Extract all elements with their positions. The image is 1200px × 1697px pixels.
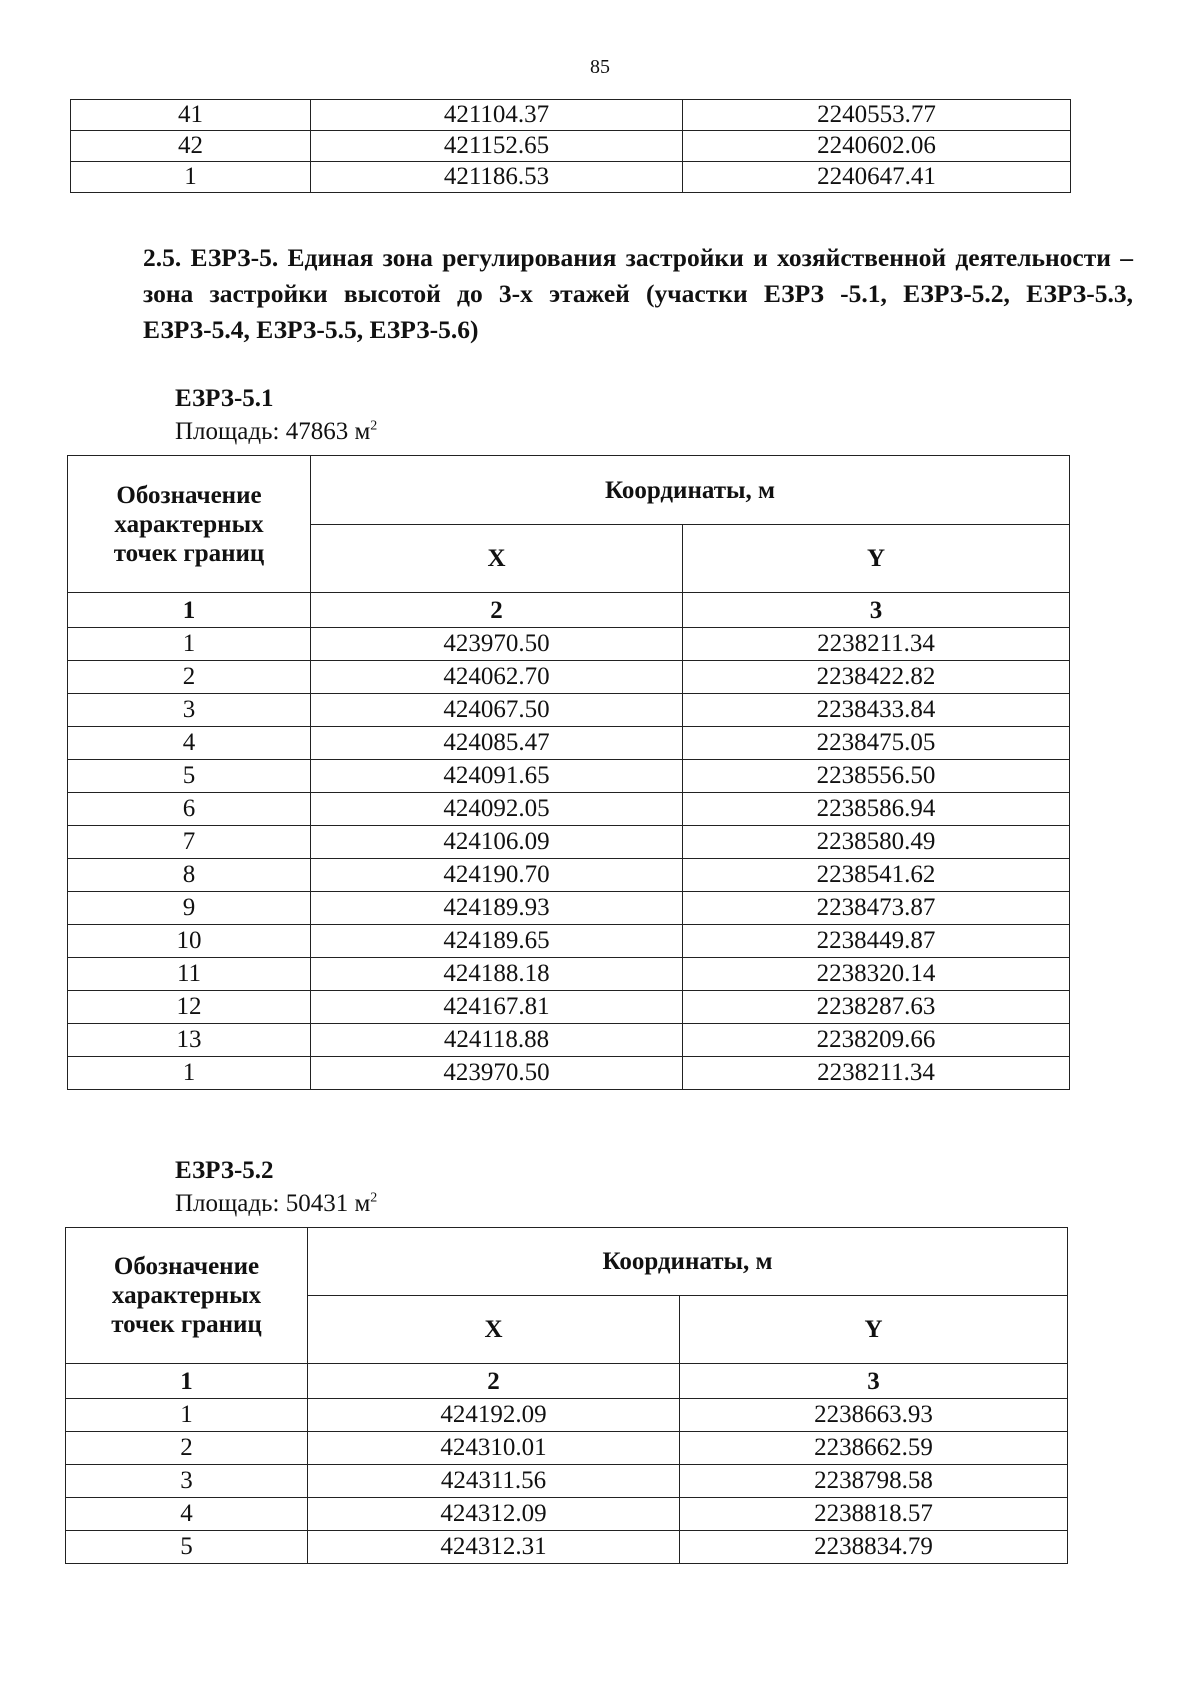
- table-row: [68, 661, 1070, 694]
- table-row: [71, 100, 1071, 131]
- coordinates-table: [67, 455, 1070, 1090]
- point-number-cell: 7: [68, 826, 311, 859]
- y-coordinate-cell: 2238209.66: [683, 1024, 1070, 1057]
- continued-coordinates-table: [70, 99, 1071, 193]
- column-number: 3: [683, 593, 1070, 628]
- table-row: [68, 760, 1070, 793]
- y-coordinate-cell: 2240553.77: [683, 100, 1071, 131]
- column-number: 1: [66, 1364, 308, 1399]
- x-coordinate-cell: 424311.56: [308, 1465, 680, 1498]
- x-coordinate-cell: 424312.31: [308, 1531, 680, 1564]
- table-row: [66, 1432, 1068, 1465]
- coords-header: Координаты, м: [311, 456, 1070, 525]
- x-coordinate-cell: 424085.47: [311, 727, 683, 760]
- x-coordinate-cell: 424118.88: [311, 1024, 683, 1057]
- points-header: Обозначение характерных точек границ: [66, 1228, 308, 1364]
- x-coordinate-cell: 421104.37: [311, 100, 683, 131]
- point-number-cell: 2: [68, 661, 311, 694]
- x-coordinate-cell: 424062.70: [311, 661, 683, 694]
- table-row: [66, 1531, 1068, 1564]
- column-number: 3: [680, 1364, 1068, 1399]
- y-coordinate-cell: 2238211.34: [683, 628, 1070, 661]
- y-header: Y: [683, 525, 1070, 593]
- y-coordinate-cell: 2238798.58: [680, 1465, 1068, 1498]
- y-coordinate-cell: 2238475.05: [683, 727, 1070, 760]
- section-heading: 2.5. ЕЗРЗ-5. Единая зона регулирования застройки и хозяйственной деятельности – зона застройки высотой до 3-х этажей (участки ЕЗРЗ -5.1, ЕЗРЗ-5.2, ЕЗРЗ-5.3, ЕЗРЗ-5.4, ЕЗРЗ-5.5, ЕЗРЗ-5.6): [143, 243, 1133, 344]
- point-number-cell: 41: [71, 100, 311, 131]
- point-number-cell: 1: [68, 628, 311, 661]
- table-row: [66, 1498, 1068, 1531]
- table-row: [68, 958, 1070, 991]
- x-coordinate-cell: 424189.93: [311, 892, 683, 925]
- y-coordinate-cell: 2240602.06: [683, 131, 1071, 162]
- point-number-cell: 5: [66, 1531, 308, 1564]
- table-row: [68, 628, 1070, 661]
- table-row: [71, 162, 1071, 193]
- point-number-cell: 2: [66, 1432, 308, 1465]
- x-coordinate-cell: 424192.09: [308, 1399, 680, 1432]
- column-number: 2: [308, 1364, 680, 1399]
- x-coordinate-cell: 424167.81: [311, 991, 683, 1024]
- y-coordinate-cell: 2238449.87: [683, 925, 1070, 958]
- x-coordinate-cell: 423970.50: [311, 1057, 683, 1090]
- table-row: [68, 859, 1070, 892]
- zone-area: Площадь: 50431 $м^2$: [175, 1190, 378, 1217]
- table-row: [68, 1057, 1070, 1090]
- y-coordinate-cell: 2238287.63: [683, 991, 1070, 1024]
- x-coordinate-cell: 424091.65: [311, 760, 683, 793]
- zone-title: ЕЗРЗ-5.2: [175, 1157, 274, 1184]
- x-coordinate-cell: 421186.53: [311, 162, 683, 193]
- table-row: [71, 131, 1071, 162]
- point-number-cell: 8: [68, 859, 311, 892]
- y-coordinate-cell: 2238662.59: [680, 1432, 1068, 1465]
- x-coordinate-cell: 424312.09: [308, 1498, 680, 1531]
- y-coordinate-cell: 2238818.57: [680, 1498, 1068, 1531]
- zone-area: Площадь: 47863 $м^2$: [175, 418, 378, 445]
- y-coordinate-cell: 2238834.79: [680, 1531, 1068, 1564]
- x-coordinate-cell: 424189.65: [311, 925, 683, 958]
- table-row: [68, 694, 1070, 727]
- table-row: [68, 991, 1070, 1024]
- x-coordinate-cell: 421152.65: [311, 131, 683, 162]
- y-coordinate-cell: 2238473.87: [683, 892, 1070, 925]
- table-row: [68, 793, 1070, 826]
- y-coordinate-cell: 2238663.93: [680, 1399, 1068, 1432]
- point-number-cell: 12: [68, 991, 311, 1024]
- x-coordinate-cell: 424106.09: [311, 826, 683, 859]
- y-coordinate-cell: 2238556.50: [683, 760, 1070, 793]
- page-number: 85: [590, 56, 610, 78]
- x-coordinate-cell: 424067.50: [311, 694, 683, 727]
- point-number-cell: 5: [68, 760, 311, 793]
- y-header: Y: [680, 1296, 1068, 1364]
- point-number-cell: 4: [68, 727, 311, 760]
- table-row: [68, 1024, 1070, 1057]
- y-coordinate-cell: 2238541.62: [683, 859, 1070, 892]
- table-row: [66, 1465, 1068, 1498]
- coords-header: Координаты, м: [308, 1228, 1068, 1296]
- point-number-cell: 6: [68, 793, 311, 826]
- column-number: 2: [311, 593, 683, 628]
- zone-title: ЕЗРЗ-5.1: [175, 385, 274, 412]
- point-number-cell: 42: [71, 131, 311, 162]
- point-number-cell: 1: [66, 1399, 308, 1432]
- x-coordinate-cell: 424092.05: [311, 793, 683, 826]
- point-number-cell: 11: [68, 958, 311, 991]
- x-header: X: [311, 525, 683, 593]
- table-row: [68, 727, 1070, 760]
- point-number-cell: 1: [68, 1057, 311, 1090]
- y-coordinate-cell: 2240647.41: [683, 162, 1071, 193]
- y-coordinate-cell: 2238422.82: [683, 661, 1070, 694]
- table-row: [68, 826, 1070, 859]
- y-coordinate-cell: 2238320.14: [683, 958, 1070, 991]
- y-coordinate-cell: 2238433.84: [683, 694, 1070, 727]
- y-coordinate-cell: 2238586.94: [683, 793, 1070, 826]
- point-number-cell: 9: [68, 892, 311, 925]
- point-number-cell: 13: [68, 1024, 311, 1057]
- coordinates-table: [65, 1227, 1068, 1564]
- x-coordinate-cell: 424190.70: [311, 859, 683, 892]
- point-number-cell: 10: [68, 925, 311, 958]
- table-row: [68, 925, 1070, 958]
- point-number-cell: 4: [66, 1498, 308, 1531]
- point-number-cell: 3: [66, 1465, 308, 1498]
- point-number-cell: 1: [71, 162, 311, 193]
- x-coordinate-cell: 424310.01: [308, 1432, 680, 1465]
- point-number-cell: 3: [68, 694, 311, 727]
- table-row: [66, 1399, 1068, 1432]
- table-row: [68, 892, 1070, 925]
- column-number: 1: [68, 593, 311, 628]
- y-coordinate-cell: 2238580.49: [683, 826, 1070, 859]
- y-coordinate-cell: 2238211.34: [683, 1057, 1070, 1090]
- x-coordinate-cell: 424188.18: [311, 958, 683, 991]
- points-header: Обозначение характерных точек границ: [68, 456, 311, 593]
- x-coordinate-cell: 423970.50: [311, 628, 683, 661]
- x-header: X: [308, 1296, 680, 1364]
